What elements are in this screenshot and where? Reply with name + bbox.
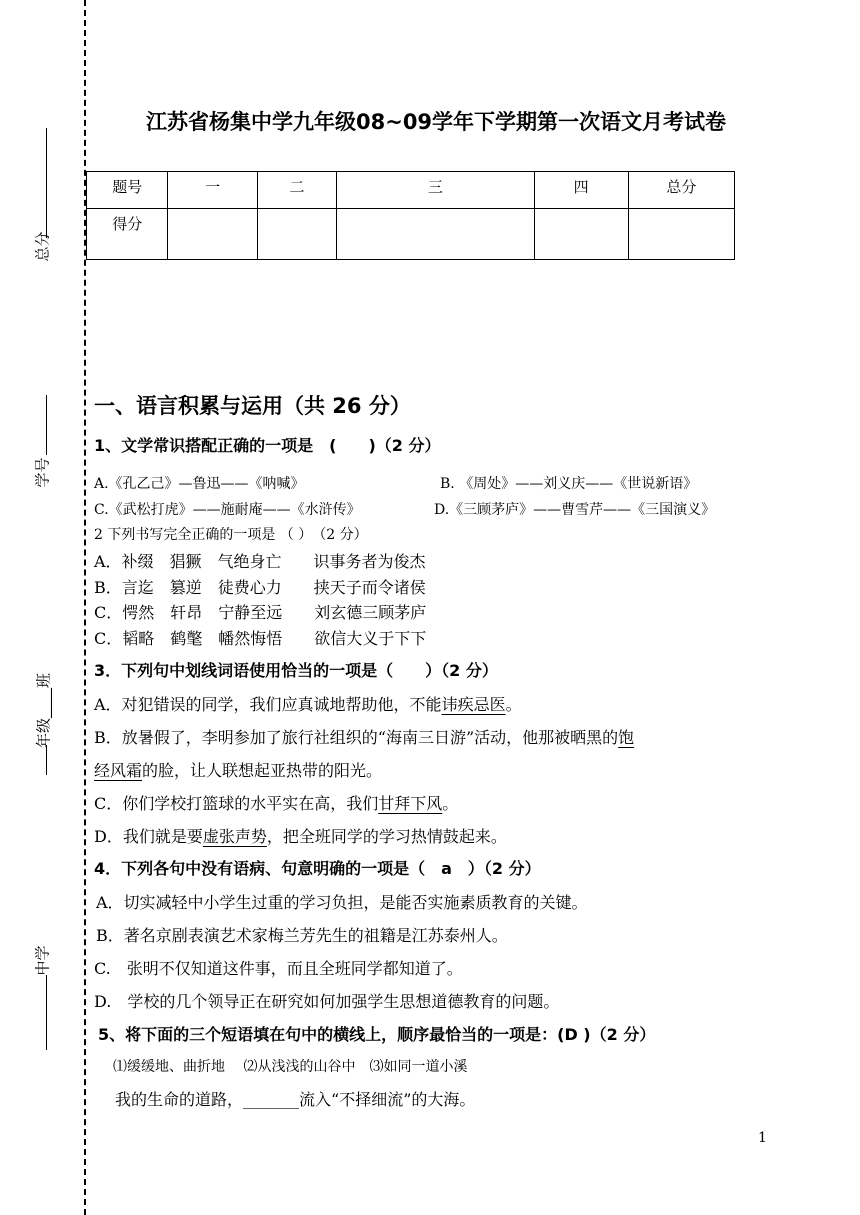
grade-line [46, 745, 47, 775]
sentence-text: 我的生命的道路， [115, 1090, 244, 1109]
fill-blank[interactable]: _______ [243, 1090, 300, 1109]
question-3-option-c [94, 791, 458, 814]
underlined-word: 经风霜 [94, 761, 143, 780]
option-text: ，把全班同学的学习热情鼓起来。 [266, 827, 507, 846]
question-4-option-a: A．切实减轻中小学生过重的学习负担，是能否实施素质教育的关键。 [96, 893, 588, 912]
score-cell[interactable] [168, 209, 257, 260]
option-text: D．我们就是要 [94, 827, 203, 846]
sentence-text: 流入“不择细流”的大海。 [299, 1090, 476, 1109]
option-text: 。 [442, 794, 459, 813]
section-heading: 一、语言积累与运用（共 26 分） [94, 394, 411, 418]
option-text: C．你们学校打篮球的水平实在高，我们 [94, 794, 379, 813]
underlined-word: 饱 [618, 728, 635, 747]
score-row-label: 得分 [87, 209, 168, 260]
header-cell: 二 [257, 172, 336, 209]
question-2-option-c: C．愕然 轩昂 宁静至远 刘玄德三顾茅庐 [94, 603, 427, 622]
total-line [46, 128, 47, 238]
side-student-no-label: 学号 [33, 457, 52, 488]
question-3-stem: 3．下列句中划线词语使用恰当的一项是（ ）（2 分） [94, 661, 498, 680]
question-3-option-d [94, 824, 507, 847]
header-cell: 题号 [87, 172, 168, 209]
question-3-option-b-line1 [94, 725, 634, 748]
question-1-option-a: A.《孔乙己》—鲁迅——《呐喊》 [94, 476, 305, 492]
page-number: 1 [758, 1130, 767, 1146]
question-2-stem: 2 下列书写完全正确的一项是 （ ） （2 分） [94, 527, 368, 543]
question-2-option-b: B．言迄 篡逆 徒费心力 挟天子而令诸侯 [94, 578, 426, 597]
question-2-option-a: A．补缀 猖獗 气绝身亡 识事务者为俊杰 [94, 552, 426, 571]
question-5-sentence [115, 1087, 475, 1110]
header-cell: 一 [168, 172, 257, 209]
question-1-option-c: C.《武松打虎》——施耐庵——《水浒传》 [94, 502, 361, 518]
question-4-option-c: C. 张明不仅知道这件事，而且全班同学都知道了。 [94, 959, 463, 978]
question-1-stem: 1、文学常识搭配正确的一项是 ( )（2 分） [94, 436, 441, 455]
question-4-option-d: D. 学校的几个领导正在研究如何加强学生思想道德教育的问题。 [94, 992, 560, 1011]
score-cell[interactable] [628, 209, 734, 260]
question-1-option-d: D.《三顾茅庐》——曹雪芹——《三国演义》 [434, 502, 716, 518]
question-2-option-d: C．韬略 鹤氅 幡然悔悟 欲信大义于下下 [94, 629, 427, 648]
header-cell: 四 [534, 172, 628, 209]
score-table-score-row [87, 209, 735, 260]
underlined-word: 讳疾忌医 [441, 695, 506, 714]
side-school-label: 中学 [33, 945, 52, 976]
score-table-header-row [87, 172, 735, 209]
side-grade-class-label: 年级____班 [34, 673, 53, 749]
school-line [46, 975, 47, 1050]
underlined-word: 甘拜下风 [378, 794, 443, 813]
side-total-label: 总分 [33, 231, 52, 262]
question-4-stem: 4．下列各句中没有语病、句意明确的一项是（ a ）（2 分） [94, 859, 541, 878]
option-text: 的脸，让人联想起亚热带的阳光。 [142, 761, 383, 780]
score-table [86, 171, 735, 260]
question-3-option-b-line2 [94, 758, 382, 781]
question-3-option-a [94, 692, 522, 715]
score-cell[interactable] [257, 209, 336, 260]
question-5-stem: 5、将下面的三个短语填在句中的横线上，顺序最恰当的一项是：(D )（2 分） [98, 1025, 656, 1044]
score-cell[interactable] [534, 209, 628, 260]
underlined-word: 虚张声势 [202, 827, 267, 846]
question-4-option-b: B．著名京剧表演艺术家梅兰芳先生的祖籍是江苏泰州人。 [96, 926, 508, 945]
option-text: B．放暑假了，李明参加了旅行社组织的“海南三日游”活动，他那被晒黑的 [94, 728, 619, 747]
score-cell[interactable] [337, 209, 534, 260]
student-no-line [46, 395, 47, 455]
header-cell: 三 [337, 172, 534, 209]
question-5-options: ⑴缓缓地、曲折地 ⑵从浅浅的山谷中 ⑶如同一道小溪 [113, 1059, 468, 1075]
page-title: 江苏省杨集中学九年级08~09学年下学期第一次语文月考试卷 [146, 110, 727, 134]
question-1-option-b: B. 《周处》——刘义庆——《世说新语》 [440, 476, 698, 492]
option-text: 。 [505, 695, 522, 714]
header-cell: 总分 [628, 172, 734, 209]
option-text: A．对犯错误的同学，我们应真诚地帮助他，不能 [94, 695, 442, 714]
